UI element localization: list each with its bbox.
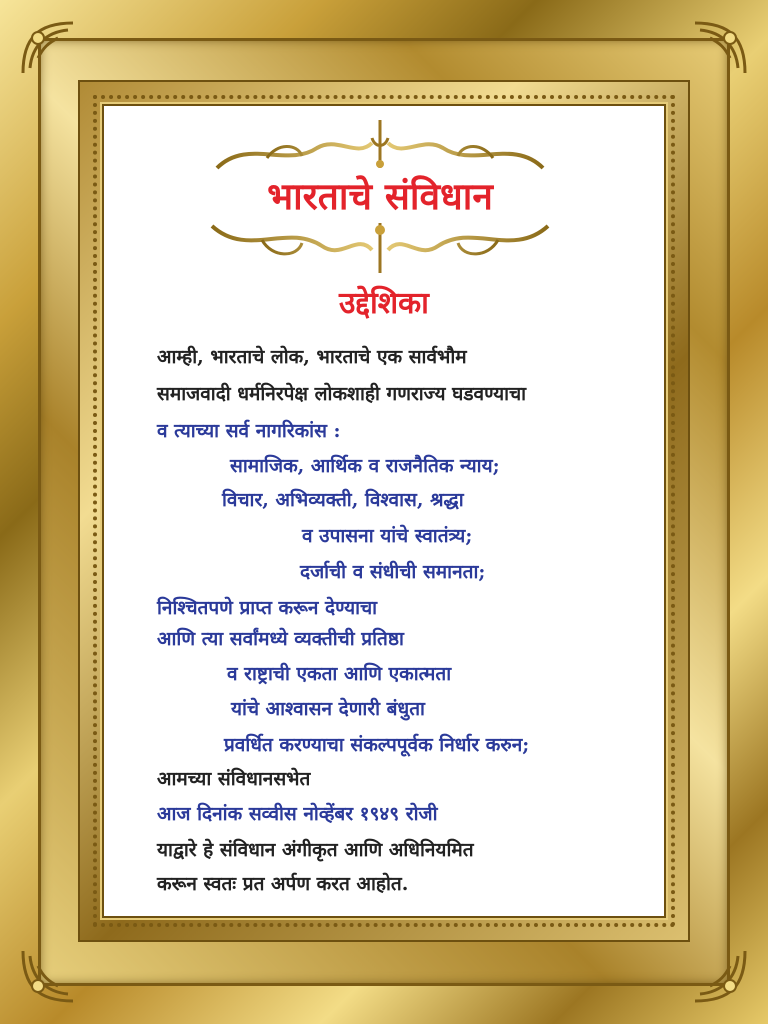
corner-ornament-icon — [18, 18, 78, 78]
preamble-line: आज दिनांक सव्वीस नोव्हेंबर १९४९ रोजी — [157, 803, 438, 825]
preamble-heading: उद्देशिका — [339, 286, 429, 321]
corner-ornament-icon — [690, 946, 750, 1006]
preamble-line: विचार, अभिव्यक्ती, विश्वास, श्रद्धा — [222, 489, 464, 511]
preamble-line: सामाजिक, आर्थिक व राजनैतिक न्याय; — [230, 455, 500, 477]
preamble-line: निश्चितपणे प्राप्त करून देण्याचा — [157, 597, 378, 619]
preamble-line: दर्जाची व संधीची समानता; — [300, 561, 486, 583]
corner-ornament-icon — [18, 946, 78, 1006]
preamble-line: आम्ही, भारताचे लोक, भारताचे एक सार्वभौम — [157, 346, 467, 368]
page-title: भारताचे संविधान — [267, 174, 493, 218]
corner-ornament-icon — [690, 18, 750, 78]
preamble-line: करून स्वतः प्रत अर्पण करत आहोत. — [157, 873, 409, 895]
preamble-line: व उपासना यांचे स्वातंत्र्य; — [302, 525, 473, 547]
preamble-line: प्रवर्धित करण्याचा संकल्पपूर्वक निर्धार करुन; — [224, 734, 530, 756]
title-block — [207, 118, 553, 278]
preamble-line: आमच्या संविधानसभेत — [157, 768, 311, 790]
preamble-line: समाजवादी धर्मनिरपेक्ष लोकशाही गणराज्य घडवण्याचा — [157, 383, 527, 405]
preamble-line: याद्वारे हे संविधान अंगीकृत आणि अधिनियमित — [157, 839, 474, 861]
flourish-top-icon — [207, 118, 553, 178]
preamble-line: व राष्ट्राची एकता आणि एकात्मता — [227, 663, 452, 685]
preamble-line: आणि त्या सर्वांमध्ये व्यक्तीची प्रतिष्ठा — [157, 628, 404, 650]
preamble-line: यांचे आश्वासन देणारी बंधुता — [231, 698, 425, 720]
preamble-line: व त्याच्या सर्व नागरिकांस : — [157, 420, 341, 442]
flourish-bottom-icon — [207, 218, 553, 278]
